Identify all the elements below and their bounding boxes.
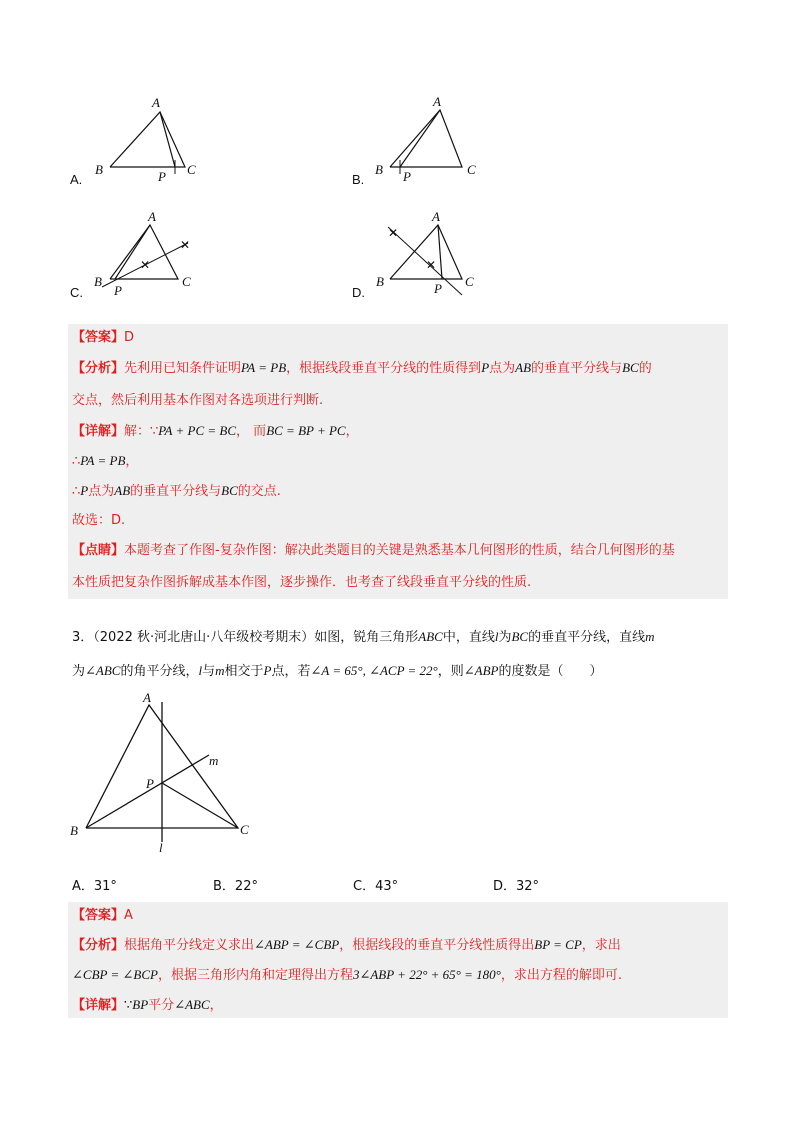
triangle-diagram-b (370, 92, 490, 182)
analysis-line-q3-2: ∠CBP = ∠BCP，根据三角形内角和定理得出方程3∠ABP + 22° + 65° = 180°，求出方程的解即可. (72, 967, 622, 983)
arc-mark: ✕ (140, 258, 151, 272)
detail-line-q3-1: 【详解】∵BP平分∠ABC， (72, 997, 223, 1013)
detail-line-3: ∴P点为AB的垂直平分线与BC的交点. (72, 483, 281, 499)
question-3-figure (66, 690, 266, 855)
arc-mark: ✕ (388, 226, 399, 240)
arc-mark: ✕ (180, 238, 191, 252)
choice-b[interactable]: B．22° (213, 879, 258, 894)
comment-line-2: 本性质把复杂作图拆解成基本作图，逐步操作．也考查了线段垂直平分线的性质. (72, 575, 532, 590)
option-a-label: A. (70, 172, 83, 187)
comment-line-1: 【点睛】本题考查了作图-复杂作图：解决此类题目的关键是熟悉基本几何图形的性质，结合几何图形的基 (72, 543, 675, 558)
choice-c[interactable]: C．43° (353, 879, 399, 894)
vertex-c-label: C (182, 274, 191, 289)
answer-value: A (124, 908, 133, 923)
vertex-c-label: C (467, 162, 476, 177)
vertex-c-label: C (240, 822, 249, 837)
analysis-line-1: 【分析】先利用已知条件证明PA = PB，根据线段垂直平分线的性质得到P点为AB的垂直平分线与BC的 (72, 360, 652, 376)
line-l-label: l (159, 840, 163, 855)
option-c-label: C. (70, 285, 83, 300)
answer-line-q3 (72, 905, 133, 927)
vertex-a-label: A (432, 209, 440, 224)
triangle-diagram-d (370, 207, 490, 297)
vertex-a-label: A (148, 209, 156, 224)
vertex-b-label: B (94, 274, 102, 289)
detail-line-1: 【详解】解：∵PA + PC = BC， 而BC = BP + PC， (72, 423, 359, 439)
point-p-label: P (114, 283, 122, 297)
analysis-tag: 【分析】 (72, 361, 125, 376)
point-p-label: P (403, 169, 411, 182)
vertex-c-label: C (465, 274, 474, 289)
vertex-a-label: A (152, 95, 160, 110)
triangle-diagram-a (90, 92, 210, 182)
question-3-line-1: 3．（2022 秋·河北唐山·八年级校考期末）如图，锐角三角形ABC中，直线l为BC的垂直平分线，直线m (72, 629, 655, 645)
point-p-label: P (434, 281, 442, 296)
option-d-figure (370, 207, 490, 297)
detail-tag: 【详解】 (72, 424, 125, 439)
comment-tag: 【点睛】 (72, 543, 125, 558)
analysis-line-2: 交点，然后利用基本作图对各选项进行判断. (72, 393, 324, 408)
vertex-a-label: A (143, 690, 151, 705)
choice-d[interactable]: D．32° (493, 879, 540, 894)
vertex-b-label: B (376, 274, 384, 289)
answer-tag: 【答案】 (72, 330, 125, 345)
analysis-line-q3-1: 【分析】根据角平分线定义求出∠ABP = ∠CBP，根据线段的垂直平分线性质得出BP = CP，求出 (72, 937, 621, 953)
triangle-diagram-c (90, 207, 210, 297)
vertex-a-label: A (433, 94, 441, 109)
answer-tag: 【答案】 (72, 908, 125, 923)
vertex-b-label: B (70, 823, 78, 838)
choice-a[interactable]: A．31° (72, 879, 117, 894)
detail-line-4: 故选：D. (72, 513, 126, 528)
answer-line (72, 327, 134, 349)
arc-mark: ✕ (426, 258, 437, 272)
option-a-figure (90, 92, 210, 182)
vertex-b-label: B (375, 162, 383, 177)
option-b-figure (370, 92, 490, 182)
answer-value: D (124, 330, 135, 345)
line-m-label: m (209, 753, 219, 768)
question-3-line-2: 为∠ABC的角平分线，l与m相交于P点，若∠A = 65°, ∠ACP = 22°，则∠ABP的度数是（ ） (72, 663, 603, 679)
analysis-tag: 【分析】 (72, 938, 125, 953)
vertex-c-label: C (187, 162, 196, 177)
option-b-label: B. (352, 172, 365, 187)
option-c-figure (90, 207, 210, 297)
question-number: 3． (72, 630, 94, 645)
vertex-b-label: B (95, 162, 103, 177)
detail-line-2: ∴PA = PB， (72, 453, 139, 469)
triangle-diagram-q3 (66, 690, 266, 855)
point-p-label: P (146, 776, 154, 791)
point-p-label: P (158, 169, 166, 182)
option-d-label: D. (352, 285, 365, 300)
detail-tag: 【详解】 (72, 998, 125, 1013)
